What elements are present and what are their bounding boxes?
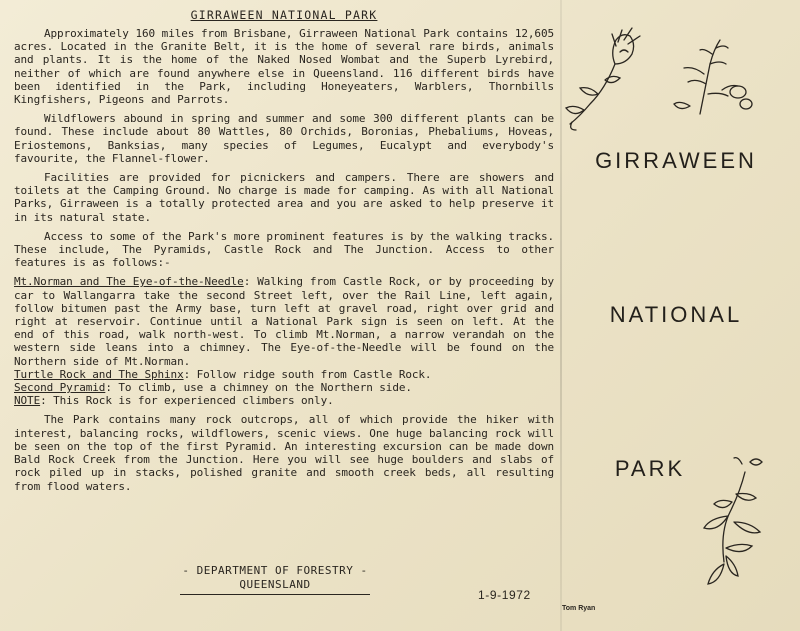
department-line: - DEPARTMENT OF FORESTRY - — [182, 564, 368, 577]
feature-item — [14, 381, 554, 394]
feature-item — [14, 275, 554, 367]
text-panel — [14, 8, 554, 623]
publication-date: 1-9-1972 — [478, 588, 531, 602]
cover-title-word-1: GIRRAWEEN — [595, 148, 757, 173]
paragraph-access: Access to some of the Park's more prominent features is by the walking tracks. These include, The Pyramids, Castle Rock and The Junction. Access to other features is as follows:- — [14, 229, 554, 270]
flower-sketch-left-icon — [560, 24, 650, 134]
paragraph-facilities: Facilities are provided for picnickers and campers. There are showers and toilets at the Camping Ground. No charge is made for camping. As with all National Parks, Girraween is a totally protected area and you are asked to help preserve it in its natural state. — [14, 171, 554, 224]
department-footer — [140, 564, 410, 595]
feature-name: NOTE — [14, 394, 41, 408]
feature-text: : This Rock is for experienced climbers only. — [40, 394, 334, 408]
state-line: QUEENSLAND — [239, 578, 311, 591]
feature-text: : To climb, use a chimney on the Northern side. — [105, 381, 412, 395]
feature-name: Second Pyramid — [14, 381, 106, 395]
paragraph-wildflowers: Wildflowers abound in spring and summer and some 300 different plants can be found. These include about 80 Wattles, 80 Orchids, Boronias, Phebaliums, Hoveas, Eriostemons, Banksias, many species of Legumes, Eucalypt and everybody's favourite, the Flannel-flower. — [14, 112, 554, 165]
document-title: GIRRAWEEN NATIONAL PARK — [190, 8, 378, 22]
cover-title-word-2: NATIONAL — [609, 302, 743, 327]
paragraph-closing: The Park contains many rock outcrops, all of which provide the hiker with interest, balancing rocks, wildflowers, scenic views. One huge balancing rock will be seen on the top of the first Pyramid. An interesting excursion can be made down Bald Rock Creek from the Junction. Here you will see huge boulders and slabs of rock piled up in stacks, polished granite and smooth creek beds, all resulting from flood waters. — [14, 413, 554, 493]
artist-signature: Tom Ryan — [562, 605, 596, 612]
flower-sketch-bottom-icon — [690, 452, 790, 592]
cover-title-word-3: PARK — [614, 456, 686, 481]
flower-sketch-right-icon — [660, 34, 760, 124]
feature-text: : Follow ridge south from Castle Rock. — [183, 367, 432, 381]
feature-item — [14, 368, 554, 381]
feature-name: Turtle Rock and The Sphinx — [14, 367, 184, 381]
feature-list — [14, 275, 554, 407]
feature-item — [14, 394, 554, 407]
footer-rule — [180, 594, 370, 595]
feature-name: Mt.Norman and The Eye-of-the-Needle — [14, 275, 244, 289]
feature-text: : Walking from Castle Rock, or by proceeding by car to Wallangarra take the second Street left, over the Rail Line, left again, follow bitumen past the Army base, turn left at gravel road, right over grid and right at reservoir. Continue until a National Park sign is seen on left. At the end of this road, walk north-west. To climb Mt.Norman, a narrow verandah on the western side leans into a chimney. The Eye-of-the-Needle will be found on the Northern side of Mt.Norman. — [14, 275, 555, 368]
paragraph-location: Approximately 160 miles from Brisbane, Girraween National Park contains 12,605 acres. Located in the Granite Belt, it is the home of several rare birds, animals and plants. It is the home of the Naked Nosed Wombat and the Superb Lyrebird, neither of which are found anywhere else in Queensland. 116 different birds have been identified in the Park, including Honeyeaters, Warblers, Thornbills Kingfishers, Pigeons and Parrots. — [14, 27, 554, 107]
